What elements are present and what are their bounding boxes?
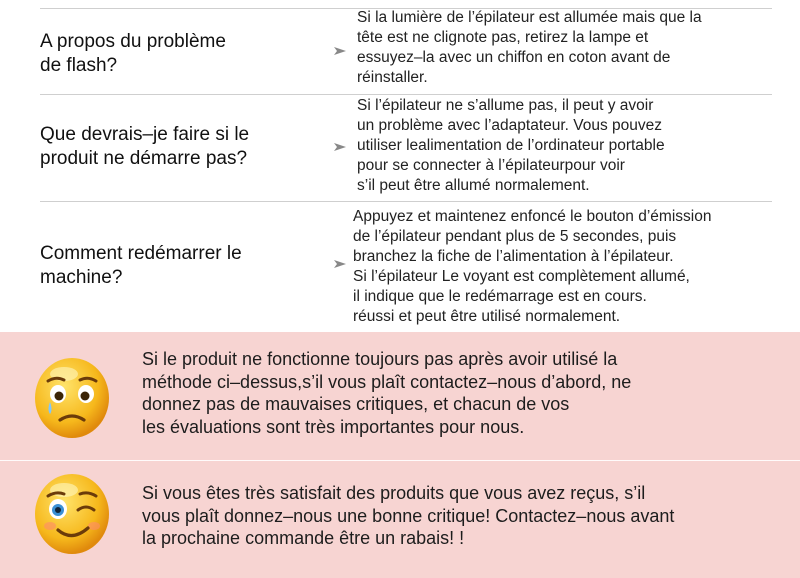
faq-question: A propos du problème de flash? (40, 31, 226, 76)
faq-item-no-start (0, 95, 800, 201)
review-message: Si vous êtes très satisfait des produits que vous avez reçus, s’il vous plaît donnez–nous une bonne critique! Contactez–nous avant la prochaine commande être un rabais! ! (142, 483, 675, 548)
winking-face-emoji-icon (32, 470, 112, 556)
faq-item-restart (0, 202, 800, 330)
faq-answer: Appuyez et maintenez enfoncé le bouton d’émission de l’épilateur pendant plus de 5 secondes, puis branchez la fiche de l’alimentation à l’épilateur. Si l’épilateur Le voyant est complètement allumé, il indique que le redémarrage est en cours. réussi et peut être utilisé normalement. (353, 208, 712, 325)
divider (0, 460, 800, 461)
worried-face-emoji-icon (32, 354, 112, 440)
contact-message: Si le produit ne fonctionne toujours pas après avoir utilisé la méthode ci–dessus,s’il vous plaît contactez–nous d’abord, ne donnez pas de mauvaises critiques, et chacun de vos les évaluations sont très importantes pour nous. (142, 349, 632, 437)
faq-answer: Si l’épilateur ne s’allume pas, il peut y avoir un problème avec l’adaptateur. Vous pouvez utiliser lealimentation de l’ordinateur portable pour se connecter à l’épilateurpour voir s’il peut être allumé normalement. (357, 97, 665, 194)
faq-question: Comment redémarrer le machine? (40, 243, 242, 288)
arrow-right-icon (333, 46, 347, 56)
arrow-right-icon (333, 259, 347, 269)
faq-item-flash (0, 8, 800, 94)
faq-question: Que devrais–je faire si le produit ne démarre pas? (40, 124, 250, 169)
contact-section (0, 332, 800, 578)
faq-answer: Si la lumière de l’épilateur est allumée mais que la tête est ne clignote pas, retirez la lampe et essuyez–la avec un chiffon en coton avant de réinstaller. (357, 9, 702, 86)
arrow-right-icon (333, 142, 347, 152)
